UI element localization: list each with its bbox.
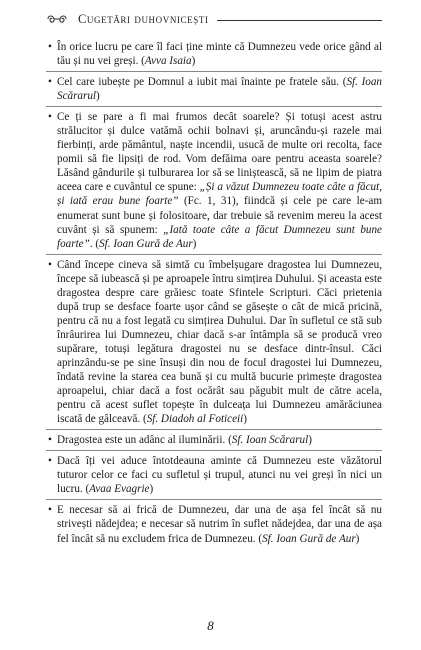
paragraph-text: ) bbox=[149, 483, 154, 496]
paragraph-divider bbox=[46, 254, 382, 255]
paragraph-text: Când începe cineva să simtă cu îmbelșugare dragostea lui Dumnezeu, începe să iubească și pe aproapele întru simțirea Duhului. Și aceasta este dragostea despre care grăiesc toate Sfintele Scripturi. Căci prietenia după trup se desface foarte ușor când se găsește o cât de mică pricină, pentru că nu a fost legată cu simțirea Duhului. Dar în sufletul ce stă sub înrâurirea lui Dumnezeu, chiar dacă s-ar întâmpla să se producă vreo supărare, totuși legătura dragostei nu se desface dintr-însul. Căci aprinzându-se pe sine însuși din nou de focul dragostei lui Dumnezeu, îndată revine la starea cea bună și cu multă bucurie primește dragostea aproapelui, chiar dacă a fost ocărât sau păgubit mult de către acela, pentru că acest suflet topește în dulceața lui Dumnezeu amărăciunea iscată de gâlceavă. ( bbox=[57, 258, 382, 426]
paragraph-divider bbox=[46, 450, 382, 451]
quote-paragraph bbox=[46, 454, 382, 496]
attribution: Avaa Evagrie bbox=[89, 483, 150, 496]
paragraph-text: ) bbox=[355, 532, 360, 545]
page-number: 8 bbox=[207, 618, 214, 633]
quote-paragraph bbox=[46, 433, 382, 447]
paragraph-text: ) bbox=[243, 413, 247, 426]
attribution: Avva Isaia bbox=[144, 55, 192, 68]
attribution: Sf. Diadoh al Foticeii bbox=[146, 413, 244, 426]
attribution: Sf. Ioan Gură de Aur bbox=[262, 532, 356, 545]
paragraph-divider bbox=[46, 499, 382, 500]
paragraph-text: ) bbox=[192, 237, 197, 250]
bullet: • bbox=[48, 258, 52, 271]
paragraph-text: . ( bbox=[89, 237, 100, 250]
bullet: • bbox=[48, 504, 52, 517]
paragraph-text: (Fc. 1, 31), fiindcă și cele pe care le-am enumerat sunt bune și folositoare, dar trebuie să revenim mereu la acest cuvânt și să spunem: bbox=[57, 195, 382, 236]
attribution: Sf. Ioan Gură de Aur bbox=[99, 237, 193, 250]
quote-paragraph bbox=[46, 110, 382, 250]
bullet: • bbox=[48, 111, 52, 124]
paragraph-text: ) bbox=[191, 55, 196, 68]
paragraph-text: Dacă îți vei aduce întotdeauna aminte că Dumnezeu este văzătorul tuturor celor ce faci cu sufletul și trupul, atunci nu vei greși în nici un lucru. ( bbox=[57, 455, 382, 496]
scripture-quote: „Iată toate câte a făcut Dumnezeu sunt bune foarte” bbox=[57, 223, 382, 250]
bullet: • bbox=[48, 434, 52, 447]
paragraph-text: În orice lucru pe care îl faci ține minte că Dumnezeu vede orice gând al tău și nu vei greși. ( bbox=[57, 41, 382, 68]
scroll-ornament-icon bbox=[46, 12, 68, 26]
paragraph-divider bbox=[46, 71, 382, 72]
paragraph-divider bbox=[46, 106, 382, 107]
quote-paragraph bbox=[46, 75, 382, 103]
bullet: • bbox=[48, 76, 52, 89]
paragraph-text: ) bbox=[308, 434, 312, 447]
paragraph-text: E necesar să ai frică de Dumnezeu, dar una de așa fel încât să nu strivești nădejdea; e necesar să nutrim în suflet nădejdea, dar una de așa fel încât să nu excludem frica de Dumnezeu. ( bbox=[57, 504, 382, 545]
header-rule bbox=[217, 20, 382, 21]
paragraph-text: Cel care iubește pe Domnul a iubit mai înainte pe fratele său. ( bbox=[57, 76, 347, 89]
running-header-title: Cugetări duhovnicești bbox=[78, 11, 209, 26]
bullet: • bbox=[48, 41, 52, 53]
quote-paragraph bbox=[46, 258, 382, 427]
paragraph-text: Dragostea este un adânc al iluminării. ( bbox=[57, 434, 232, 447]
paragraph-text: Ce ți se pare a fi mai frumos decât soarele? Și totuși acest astru strălucitor și dulce vatămă ochii bolnavi și, aruncându-și razele mai fierbinți, arde pământul, naște incendii, usucă de multe ori recolta, face pomii să fie lipsiți de rod. Vom defăima oare pentru aceasta soarele? Lăsând gândurile și tulburarea lor să se liniștească, să ne lipim de piatra aceea care e cuvântul ce spune: bbox=[57, 111, 382, 194]
attribution: Sf. Ioan Scărarul bbox=[231, 434, 309, 447]
bullet: • bbox=[48, 455, 52, 468]
quote-paragraph bbox=[46, 40, 382, 68]
attribution: Sf. Ioan Scărarul bbox=[57, 76, 382, 103]
quote-paragraph bbox=[46, 503, 382, 545]
paragraph-divider bbox=[46, 429, 382, 430]
running-header bbox=[46, 6, 382, 32]
page-content bbox=[46, 40, 382, 546]
scripture-quote: „Și a văzut Dumnezeu toate câte a făcut, și iată erau bune foarte” bbox=[57, 181, 383, 208]
paragraph-text: ) bbox=[96, 90, 100, 103]
